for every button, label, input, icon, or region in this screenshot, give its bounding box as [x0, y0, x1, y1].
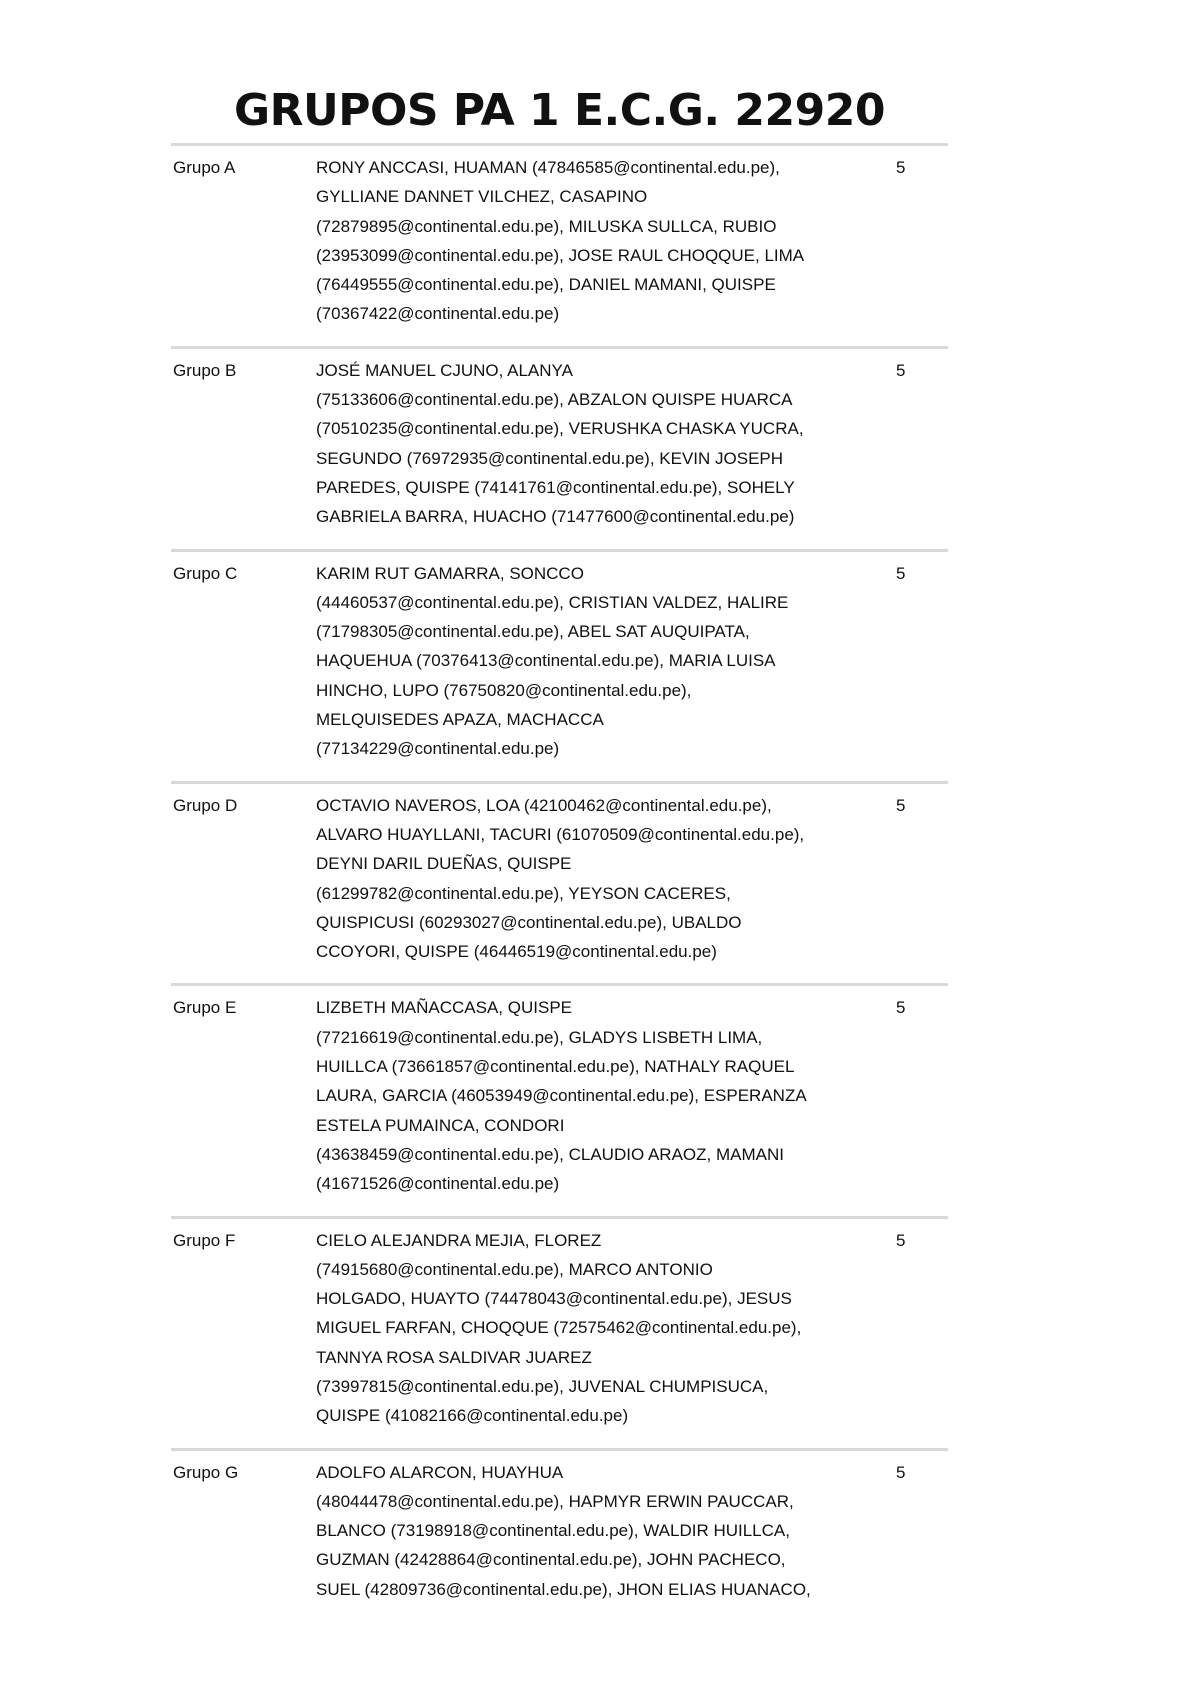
member-line: (48044478@continental.edu.pe), HAPMYR ERWIN PAUCCAR,	[316, 1491, 794, 1511]
member-line: TANNYA ROSA SALDIVAR JUAREZ	[316, 1347, 592, 1367]
group-count: 5	[896, 998, 906, 1018]
member-line: LIZBETH MAÑACCASA, QUISPE	[316, 998, 572, 1018]
member-line: RONY ANCCASI, HUAMAN (47846585@continental.edu.pe),	[316, 158, 780, 177]
group-members	[316, 993, 891, 1198]
group-count: 5	[896, 158, 906, 177]
group-name: Grupo G	[173, 1462, 239, 1482]
member-line: QUISPICUSI (60293027@continental.edu.pe), UBALDO	[316, 912, 742, 932]
group-count: 5	[896, 563, 906, 583]
group-members	[316, 791, 891, 967]
member-line: JOSÉ MANUEL CJUNO, ALANYA	[316, 360, 573, 380]
member-line: HUILLCA (73661857@continental.edu.pe), NATHALY RAQUEL	[316, 1057, 795, 1077]
member-line: (73997815@continental.edu.pe), JUVENAL CHUMPISUCA,	[316, 1376, 769, 1396]
group-count: 5	[896, 360, 906, 380]
member-line: BLANCO (73198918@continental.edu.pe), WALDIR HUILLCA,	[316, 1521, 790, 1541]
member-line: ALVARO HUAYLLANI, TACURI (61070509@continental.edu.pe),	[316, 824, 805, 844]
member-line: DEYNI DARIL DUEÑAS, QUISPE	[316, 854, 572, 874]
group-members	[316, 1458, 891, 1604]
member-line: (41671526@continental.edu.pe)	[316, 1174, 560, 1194]
group-row	[171, 1448, 948, 1621]
member-line: (61299782@continental.edu.pe), YEYSON CACERES,	[316, 883, 731, 903]
group-name: Grupo C	[173, 563, 238, 583]
group-count: 5	[896, 1230, 906, 1250]
member-line: OCTAVIO NAVEROS, LOA (42100462@continental.edu.pe),	[316, 795, 772, 815]
group-name: Grupo E	[173, 998, 237, 1018]
member-line: PAREDES, QUISPE (74141761@continental.edu.pe), SOHELY	[316, 477, 795, 497]
member-line: ESTELA PUMAINCA, CONDORI	[316, 1115, 565, 1135]
group-name: Grupo B	[173, 360, 237, 380]
group-name: Grupo D	[173, 795, 238, 815]
group-members	[316, 1226, 891, 1431]
group-row	[171, 549, 948, 781]
member-line: (76449555@continental.edu.pe), DANIEL MAMANI, QUISPE	[316, 275, 776, 295]
page-title: GRUPOS PA 1 E.C.G. 22920	[234, 85, 885, 136]
member-line: KARIM RUT GAMARRA, SONCCO	[316, 563, 584, 583]
member-line: ADOLFO ALARCON, HUAYHUA	[316, 1462, 564, 1482]
group-members	[316, 153, 891, 329]
group-count: 5	[896, 795, 906, 815]
member-line: QUISPE (41082166@continental.edu.pe)	[316, 1406, 629, 1426]
member-line: (44460537@continental.edu.pe), CRISTIAN VALDEZ, HALIRE	[316, 592, 789, 612]
member-line: HINCHO, LUPO (76750820@continental.edu.pe),	[316, 680, 692, 700]
member-line: SEGUNDO (76972935@continental.edu.pe), KEVIN JOSEPH	[316, 448, 784, 468]
member-line: (70510235@continental.edu.pe), VERUSHKA CHASKA YUCRA,	[316, 419, 804, 439]
member-line: (43638459@continental.edu.pe), CLAUDIO ARAOZ, MAMANI	[316, 1144, 784, 1164]
group-name: Grupo A	[173, 158, 236, 177]
member-line: (77216619@continental.edu.pe), GLADYS LISBETH LIMA,	[316, 1027, 763, 1047]
group-count: 5	[896, 1462, 906, 1482]
member-line: HOLGADO, HUAYTO (74478043@continental.edu.pe), JESUS	[316, 1289, 792, 1309]
member-line: MELQUISEDES APAZA, MACHACCA	[316, 710, 604, 730]
group-row	[171, 983, 948, 1215]
member-line: (77134229@continental.edu.pe)	[316, 739, 560, 759]
group-row	[171, 781, 948, 984]
group-row	[171, 143, 948, 346]
member-line: HAQUEHUA (70376413@continental.edu.pe), MARIA LUISA	[316, 651, 776, 671]
member-line: (23953099@continental.edu.pe), JOSE RAUL CHOQQUE, LIMA	[316, 245, 805, 265]
group-name: Grupo F	[173, 1230, 236, 1250]
member-line: (74915680@continental.edu.pe), MARCO ANTONIO	[316, 1259, 713, 1279]
member-line: (75133606@continental.edu.pe), ABZALON QUISPE HUARCA	[316, 390, 793, 410]
group-row	[171, 346, 948, 549]
member-line: CIELO ALEJANDRA MEJIA, FLOREZ	[316, 1230, 602, 1250]
group-members	[316, 356, 891, 532]
member-line: (70367422@continental.edu.pe)	[316, 304, 560, 324]
member-line: GUZMAN (42428864@continental.edu.pe), JOHN PACHECO,	[316, 1550, 786, 1570]
member-line: LAURA, GARCIA (46053949@continental.edu.pe), ESPERANZA	[316, 1086, 807, 1106]
member-line: GYLLIANE DANNET VILCHEZ, CASAPINO	[316, 187, 648, 207]
member-line: SUEL (42809736@continental.edu.pe), JHON ELIAS HUANACO,	[316, 1579, 811, 1599]
member-line: (72879895@continental.edu.pe), MILUSKA SULLCA, RUBIO	[316, 216, 777, 236]
groups-table	[171, 143, 948, 1621]
member-line: GABRIELA BARRA, HUACHO (71477600@continental.edu.pe)	[316, 507, 795, 527]
group-members	[316, 559, 891, 764]
member-line: (71798305@continental.edu.pe), ABEL SAT AUQUIPATA,	[316, 622, 750, 642]
member-line: MIGUEL FARFAN, CHOQQUE (72575462@continental.edu.pe),	[316, 1318, 802, 1338]
group-row	[171, 1216, 948, 1448]
member-line: CCOYORI, QUISPE (46446519@continental.edu.pe)	[316, 942, 717, 962]
